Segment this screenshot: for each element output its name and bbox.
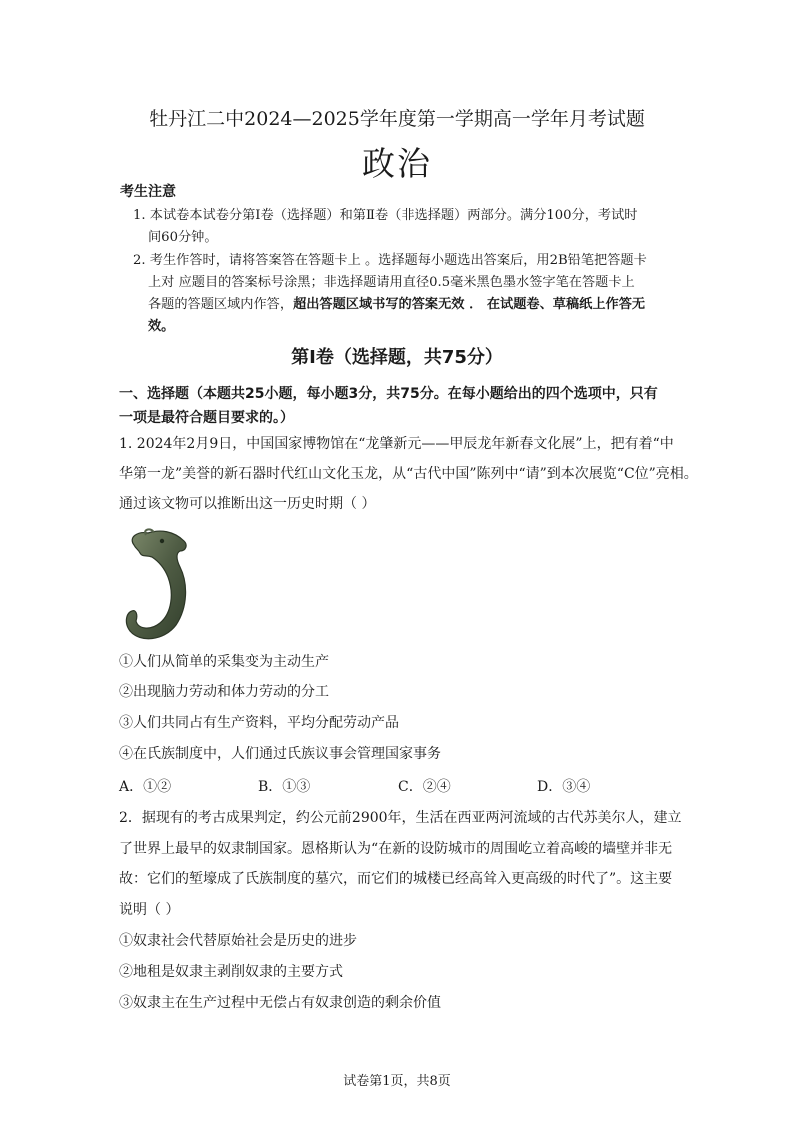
notice-item-2-line-3: [148, 293, 645, 312]
q2-stem-line-2: 了世界上最早的奴隶制国家。恩格斯认为“在新的设防城市的周围屹立着高峻的墙壁并非无: [119, 841, 673, 857]
q1-option-b: B．①③: [258, 779, 311, 795]
q1-stem-line-1: 1. 2024年2月9日，中国国家博物馆在“龙肇新元——甲辰龙年新春文化展”上，把有着“中: [119, 436, 674, 452]
notice-item-2-line-4: 效。: [148, 319, 175, 334]
q1-item-3: ③人们共同占有生产资料，平均分配劳动产品: [119, 715, 399, 731]
q2-item-2: ②地租是奴隶主剥削奴隶的主要方式: [119, 964, 343, 980]
page-footer: 试卷第1页，共8页: [343, 1074, 451, 1089]
q2-item-1: ①奴隶社会代替原始社会是历史的进步: [119, 933, 357, 949]
subject-title: 政治: [362, 144, 432, 183]
section-instruction-line-2: 一项是最符合题目要求的。）: [119, 410, 294, 426]
notice-item-2-bold-text: 超出答题区域书写的答案无效 ． 在试题卷、草稿纸上作答无: [293, 297, 646, 312]
exam-title: 牡丹江二中2024—2025学年度第一学期高一学年月考试题: [149, 108, 645, 130]
q1-option-a: A．①②: [119, 779, 172, 795]
q2-stem-line-1: 2．据现有的考古成果判定，约公元前2900年，生活在西亚两河流域的古代苏美尔人，建立: [119, 810, 682, 826]
q2-stem-line-4: 说明（ ）: [119, 902, 180, 918]
q1-stem-line-2: 华第一龙”美誉的新石器时代红山文化玉龙，从“古代中国”陈列中“请”到本次展览“C位”亮相。: [119, 466, 698, 482]
notice-heading: 考生注意: [120, 184, 176, 200]
notice-item-1-line-2: 间60分钟。: [148, 230, 218, 245]
jade-dragon-image: [118, 527, 194, 645]
jade-dragon-eye: [160, 539, 164, 543]
q1-item-2: ②出现脑力劳动和体力劳动的分工: [119, 684, 329, 700]
section-instruction-line-1: 一、选择题（本题共25小题，每小题3分，共75分。在每小题给出的四个选项中，只有: [119, 386, 658, 402]
q1-item-1: ①人们从简单的采集变为主动生产: [119, 654, 329, 670]
jade-dragon-body: [126, 531, 186, 639]
section-title: 第Ⅰ卷（选择题，共75分）: [291, 347, 503, 368]
q2-stem-line-3: 故：它们的堑壕成了氏族制度的墓穴，而它们的城楼已经高耸入更高级的时代了”。这主要: [119, 871, 673, 887]
q1-option-c: C．②④: [398, 779, 451, 795]
notice-item-2-line-2: 上对 应题目的答案标号涂黑；非选择题请用直径0.5毫米黑色墨水签字笔在答题卡上: [148, 275, 635, 290]
notice-item-1-line-1: 1. 本试卷本试卷分第Ⅰ卷（选择题）和第Ⅱ卷（非选择题）两部分。满分100分，考试时: [133, 208, 638, 223]
q1-stem-line-3: 通过该文物可以推断出这一历史时期（ ）: [119, 496, 376, 512]
notice-item-2-line-1: 2. 考生作答时，请将答案答在答题卡上 。选择题每小题选出答案后，用2B铅笔把答题卡: [133, 253, 647, 268]
notice-item-2-normal-text: 各题的答题区域内作答，: [148, 297, 294, 312]
q2-item-3: ③奴隶主在生产过程中无偿占有奴隶创造的剩余价值: [119, 995, 441, 1011]
q1-item-4: ④在氏族制度中，人们通过氏族议事会管理国家事务: [119, 746, 441, 762]
q1-option-d: D．③④: [537, 779, 591, 795]
